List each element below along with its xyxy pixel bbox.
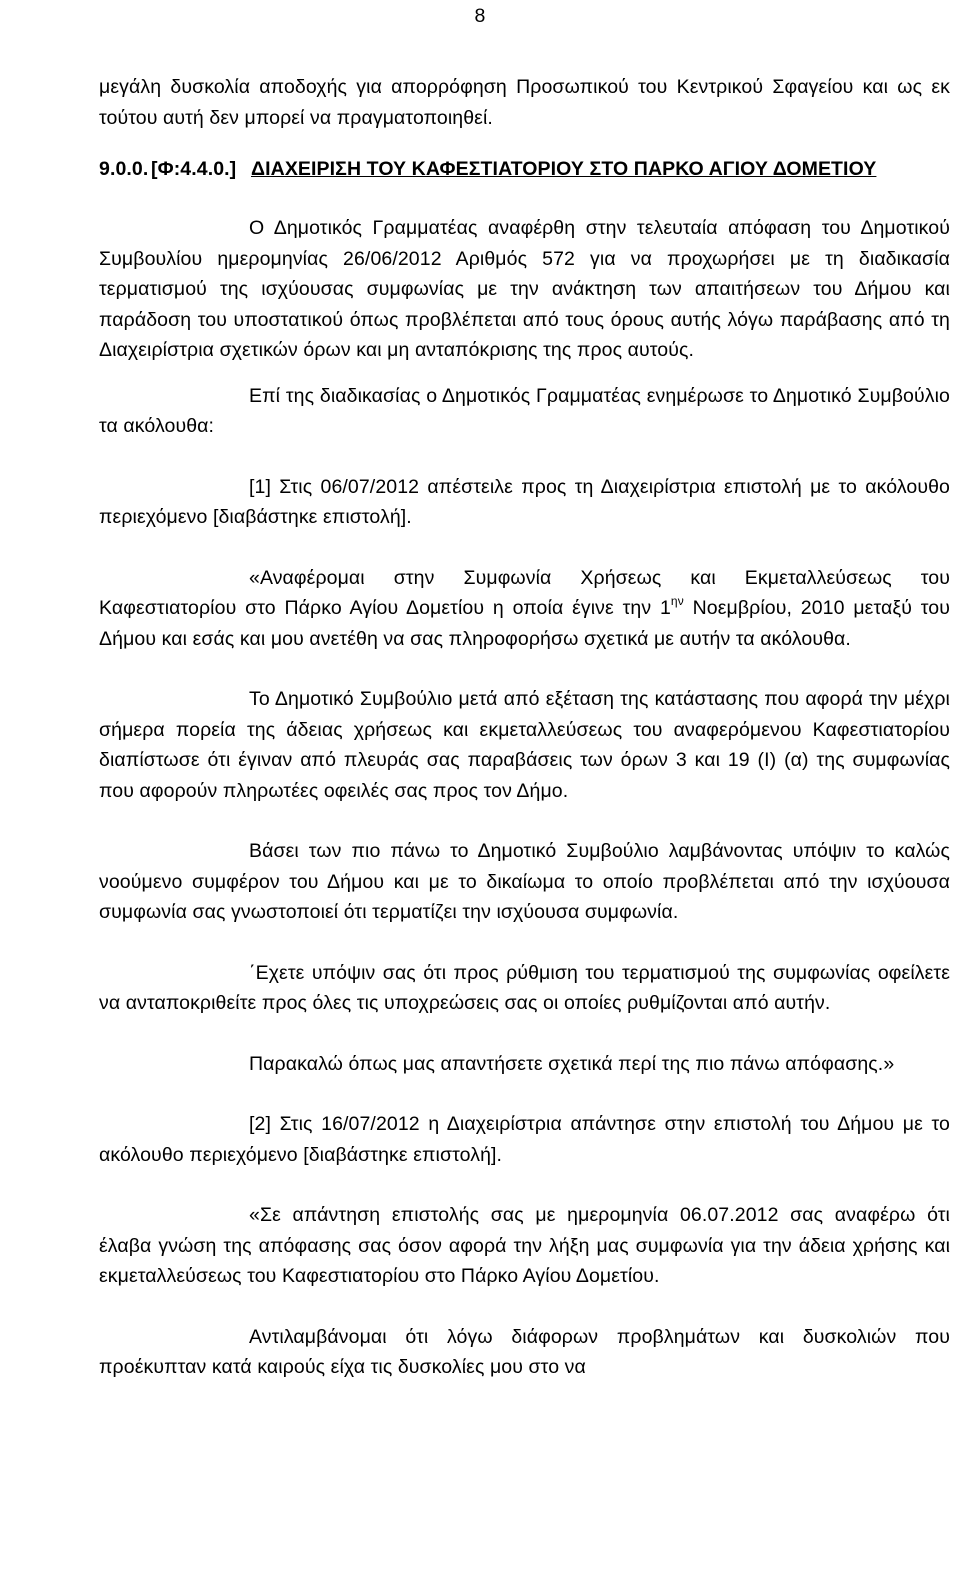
paragraph-letter-2-intro: [2] Στις 16/07/2012 η Διαχειρίστρια απάντησε στην επιστολή του Δήμου με το ακόλουθο περιεχόμενο [διαβάστηκε επιστολή]. <box>99 1113 950 1166</box>
paragraph-procedure: Επί της διαδικασίας ο Δημοτικός Γραμματέας ενημέρωσε το Δημοτικό Συμβούλιο τα ακόλουθα: <box>99 384 950 437</box>
paragraph-letter-1-violations: Το Δημοτικό Συμβούλιο μετά από εξέταση της κατάστασης που αφορά την μέχρι σήμερα πορεία της άδειας χρήσεως και εκμεταλλεύσεως του αναφερόμενου Καφεστιατορίου διαπίστωσε ότι έγιναν από πλευράς σας παραβάσεις των όρων 3 και 19 (I) (α) της συμφωνίας που αφορούν πληρωτέες οφειλές σας προς τον Δήμο. <box>99 688 950 802</box>
paragraph-letter-1-closing: Παρακαλώ όπως μας απαντήσετε σχετικά περί της πιο πάνω απόφασης.» <box>249 1052 895 1075</box>
section-number: 9.0.0. <box>99 158 149 180</box>
page-number: 8 <box>474 5 486 27</box>
paragraph-letter-1-termination: Βάσει των πιο πάνω το Δημοτικό Συμβούλιο λαμβάνοντας υπόψιν το καλώς νοούμενο συμφέρον του Δήμου και με το δικαίωμα το οποίο προβλέπεται από την ισχύουσα συμφωνία σας γνωστοποιεί ότι τερματίζει την ισχύουσα συμφωνία. <box>99 840 950 923</box>
ordinal-superscript: ην <box>670 594 684 608</box>
section-reference: [Φ:4.4.0.] <box>151 158 237 180</box>
paragraph-secretary-report: Ο Δημοτικός Γραμματέας αναφέρθη στην τελευταία απόφαση του Δημοτικού Συμβουλίου ημερομηνίας 26/06/2012 Αριθμός 572 για να προχωρήσει με τη διαδικασία τερματισμού της ισχύουσας συμφωνίας με την ανάκτηση των απαιτήσεων του Δήμου και παράδοση του υποστατικού όπως προβλέπεται από τους όρους αυτής λόγω παράβασης από τη Διαχειρίστρια σχετικών όρων και μη ανταπόκρισης της προς αυτούς. <box>99 217 950 361</box>
letter-1-opening-text: «Αναφέρομαι στην Συμφωνία Χρήσεως και Εκμεταλλεύσεως του Καφεστιατορίου στο Πάρκο Αγίου Δομετίου η οποία έγινε την 1 <box>99 566 950 619</box>
paragraph-letter-1-intro: [1] Στις 06/07/2012 απέστειλε προς τη Διαχειρίστρια επιστολή με το ακόλουθο περιεχόμενο [διαβάστηκε επιστολή]. <box>99 475 950 528</box>
paragraph-letter-1-opening <box>99 563 950 655</box>
paragraph-letter-2-body: Αντιλαμβάνομαι ότι λόγω διάφορων προβλημάτων και δυσκολιών που προέκυπταν κατά καιρούς είχα τις δυσκολίες μου στο να <box>99 1325 950 1378</box>
letter-1-opening-text-cont: Νοεμβρίου, 2010 μεταξύ του Δήμου και εσάς και μου ανετέθη να σας πληροφορήσω σχετικά με αυτήν τα ακόλουθα. <box>99 597 950 650</box>
intro-paragraph: μεγάλη δυσκολία αποδοχής για απορρόφηση Προσωπικού του Κεντρικού Σφαγείου και ως εκ τούτου αυτή δεν μπορεί να πραγματοποιηθεί. <box>99 76 950 129</box>
paragraph-letter-2-opening: «Σε απάντηση επιστολής σας με ημερομηνία 06.07.2012 σας αναφέρω ότι έλαβα γνώση της απόφασης σας όσον αφορά την λήξη μας συμφωνία για την άδεια χρήσης και εκμεταλλεύσεως του Καφεστιατορίου στο Πάρκο Αγίου Δομετίου. <box>99 1204 950 1287</box>
paragraph-letter-1-obligations: ΄Εχετε υπόψιν σας ότι προς ρύθμιση του τερματισμού της συμφωνίας οφείλετε να ανταποκριθείτε προς όλες τις υποχρεώσεις σας οι οποίες ρυθμίζονται από αυτήν. <box>99 961 950 1014</box>
section-heading <box>99 155 950 183</box>
section-title: ΔΙΑΧΕΙΡΙΣΗ ΤΟΥ ΚΑΦΕΣΤΙΑΤΟΡΙΟΥ ΣΤΟ ΠΑΡΚΟ ΑΓΙΟΥ ΔΟΜΕΤΙΟΥ <box>251 158 877 180</box>
document-body <box>99 72 950 1383</box>
